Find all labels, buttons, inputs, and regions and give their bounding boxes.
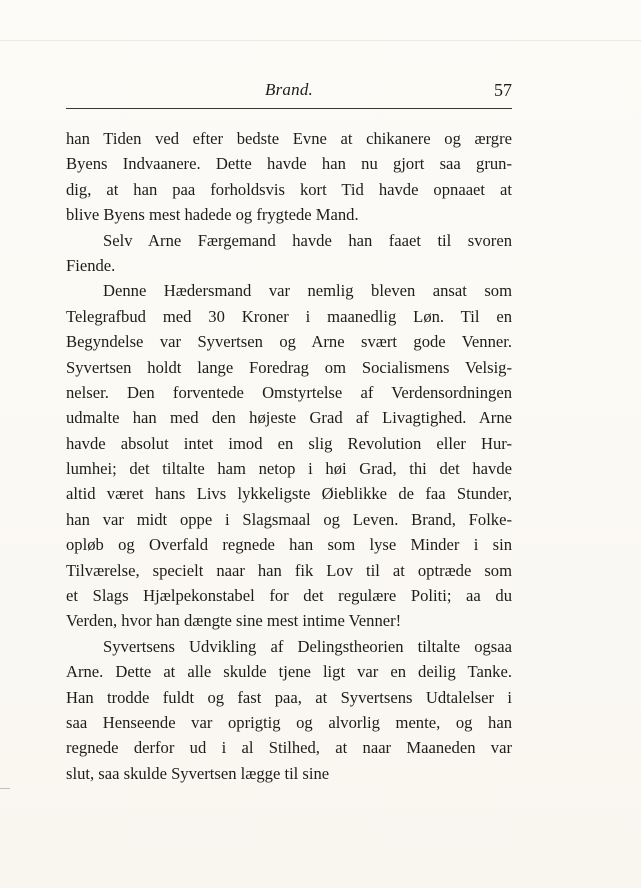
text-line: han Tiden ved efter bedste Evne at chikanere og ærgre xyxy=(66,129,512,148)
text-line: et Slags Hjælpekonstabel for det regulære Politi; aa du xyxy=(66,586,512,606)
text-line: regnede derfor ud i al Stilhed, at naar Maaneden var xyxy=(66,738,512,758)
text-line: dig, at han paa forholdsvis kort Tid havde opnaaet at xyxy=(66,179,512,199)
text-line: Telegrafbud med 30 Kroner i maanedlig Løn. Til en xyxy=(66,306,512,326)
text-line: saa Henseende var oprigtig og alvorlig mente, og han xyxy=(66,712,512,732)
body-text xyxy=(66,126,512,786)
text-line: Tilværelse, specielt naar han fik Lov til at optræde som xyxy=(66,560,512,580)
text-line: Selv Arne Færgemand havde han faaet til svoren xyxy=(103,230,512,250)
text-line: udmalte han med den højeste Grad af Livagtighed. Arne xyxy=(66,408,512,428)
text-line: Arne. Dette at alle skulde tjene ligt var en deilig Tanke. xyxy=(66,662,512,682)
page-header xyxy=(66,80,512,108)
text-line: Han trodde fuldt og fast paa, at Syvertsens Udtalelser i xyxy=(66,687,512,707)
text-line: han var midt oppe i Slagsmaal og Leven. Brand, Folke- xyxy=(66,509,512,529)
text-line: nelser. Den forventede Omstyrtelse af Verdensordningen xyxy=(66,382,512,402)
text-line: Denne Hædersmand var nemlig bleven ansat som xyxy=(103,281,512,301)
text-line: lumhei; det tiltalte ham netop i høi Grad, thi det havde xyxy=(66,459,512,479)
text-line: opløb og Overfald regnede han som lyse Minder i sin xyxy=(66,535,512,555)
scan-edge-line xyxy=(0,40,641,41)
text-line: Syvertsen holdt lange Foredrag om Socialismens Velsig- xyxy=(66,357,512,377)
text-line: Syvertsens Udvikling af Delingstheorien tiltalte ogsaa xyxy=(103,636,512,656)
text-line: Verden, hvor han dængte sine mest intime Venner! xyxy=(66,611,402,631)
running-title: Brand. xyxy=(265,80,313,99)
text-line: altid været hans Livs lykkeligste Øieblikke de faa Stunder, xyxy=(66,484,512,504)
scan-edge-mark xyxy=(0,788,10,789)
text-line: blive Byens mest hadede og frygtede Mand. xyxy=(66,205,359,225)
text-line: havde absolut intet imod en slig Revolution eller Hur- xyxy=(66,433,512,453)
page-number: 57 xyxy=(494,80,512,100)
text-line: Begyndelse var Syvertsen og Arne svært gode Venner. xyxy=(66,332,512,352)
text-line: slut, saa skulde Syvertsen lægge til sine xyxy=(66,763,330,783)
header-rule xyxy=(66,108,512,109)
text-line: Fiende. xyxy=(66,255,116,275)
text-line: Byens Indvaanere. Dette havde han nu gjort saa grun- xyxy=(66,154,512,174)
